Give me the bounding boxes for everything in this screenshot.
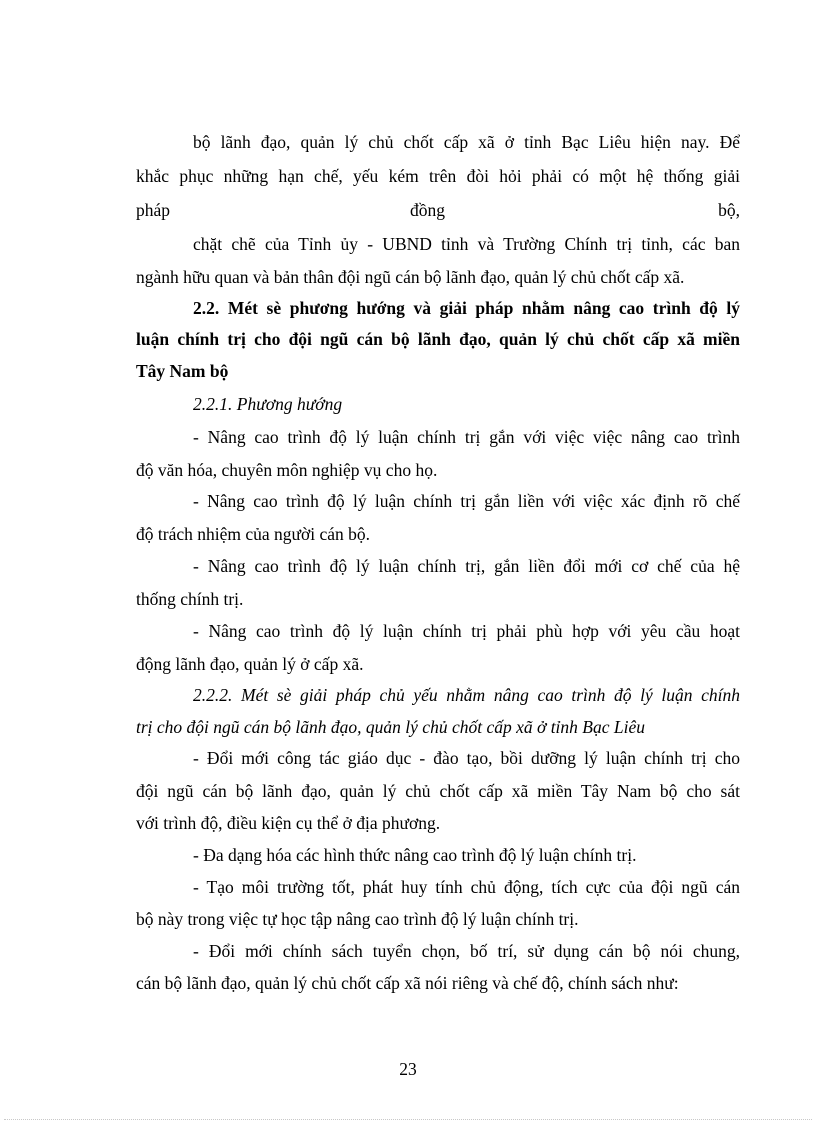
list-item-continuation: cán bộ lãnh đạo, quản lý chủ chốt cấp xã nói riêng và chế độ, chính sách như: bbox=[136, 973, 679, 993]
list-item-continuation: đội ngũ cán bộ lãnh đạo, quản lý chủ chốt cấp xã miền Tây Nam bộ cho sát bbox=[136, 781, 740, 801]
subsection-heading: trị cho đội ngũ cán bộ lãnh đạo, quản lý chủ chốt cấp xã ở tỉnh Bạc Liêu bbox=[136, 717, 645, 737]
list-item: - Đổi mới công tác giáo dục - đào tạo, bồi dưỡng lý luận chính trị cho bbox=[193, 748, 740, 768]
subsection-heading: 2.2.1. Phương hướng bbox=[193, 394, 343, 414]
section-heading: luận chính trị cho đội ngũ cán bộ lãnh đạo, quản lý chủ chốt cấp xã miền bbox=[136, 329, 740, 349]
list-item-continuation: bộ này trong việc tự học tập nâng cao trình độ lý luận chính trị. bbox=[136, 909, 579, 929]
page-number: 23 bbox=[399, 1059, 417, 1079]
list-item-continuation: độ văn hóa, chuyên môn nghiệp vụ cho họ. bbox=[136, 460, 438, 480]
list-item: - Đổi mới chính sách tuyển chọn, bố trí, sử dụng cán bộ nói chung, bbox=[193, 941, 740, 961]
body-text-line: chặt chẽ của Tỉnh ủy - UBND tỉnh và Trường Chính trị tỉnh, các ban bbox=[193, 234, 740, 254]
body-text-line: khắc phục những hạn chế, yếu kém trên đòi hỏi phải có một hệ thống giải bbox=[136, 166, 740, 186]
list-item-continuation: động lãnh đạo, quản lý ở cấp xã. bbox=[136, 654, 364, 674]
list-item: - Nâng cao trình độ lý luận chính trị gắn với việc việc nâng cao trình bbox=[193, 427, 740, 447]
list-item: - Nâng cao trình độ lý luận chính trị phải phù hợp với yêu cầu hoạt bbox=[193, 621, 740, 641]
subsection-heading: 2.2.2. Mét sè giải pháp chủ yếu nhằm nâng cao trình độ lý luận chính bbox=[193, 685, 740, 705]
body-word: đồng bbox=[410, 200, 445, 220]
list-item-continuation: độ trách nhiệm của người cán bộ. bbox=[136, 524, 371, 544]
body-text-line: ngành hữu quan và bản thân đội ngũ cán bộ lãnh đạo, quản lý chủ chốt cấp xã. bbox=[136, 267, 685, 287]
list-item-continuation: với trình độ, điều kiện cụ thể ở địa phương. bbox=[136, 813, 441, 833]
body-word: pháp bbox=[136, 200, 171, 220]
list-item: - Nâng cao trình độ lý luận chính trị gắn liền với việc xác định rõ chế bbox=[193, 491, 740, 511]
body-text-line: bộ lãnh đạo, quản lý chủ chốt cấp xã ở tỉnh Bạc Liêu hiện nay. Để bbox=[193, 132, 740, 152]
page-bottom-divider bbox=[4, 1119, 812, 1120]
list-item: - Tạo môi trường tốt, phát huy tính chủ động, tích cực của đội ngũ cán bbox=[193, 877, 740, 897]
body-word: bộ, bbox=[718, 200, 740, 220]
section-heading: 2.2. Mét sè phương hướng và giải pháp nhằm nâng cao trình độ lý bbox=[193, 298, 740, 318]
list-item: - Đa dạng hóa các hình thức nâng cao trình độ lý luận chính trị. bbox=[193, 845, 637, 865]
list-item: - Nâng cao trình độ lý luận chính trị, gắn liền đổi mới cơ chế của hệ bbox=[193, 556, 740, 576]
section-heading: Tây Nam bộ bbox=[136, 361, 229, 381]
list-item-continuation: thống chính trị. bbox=[136, 589, 244, 609]
